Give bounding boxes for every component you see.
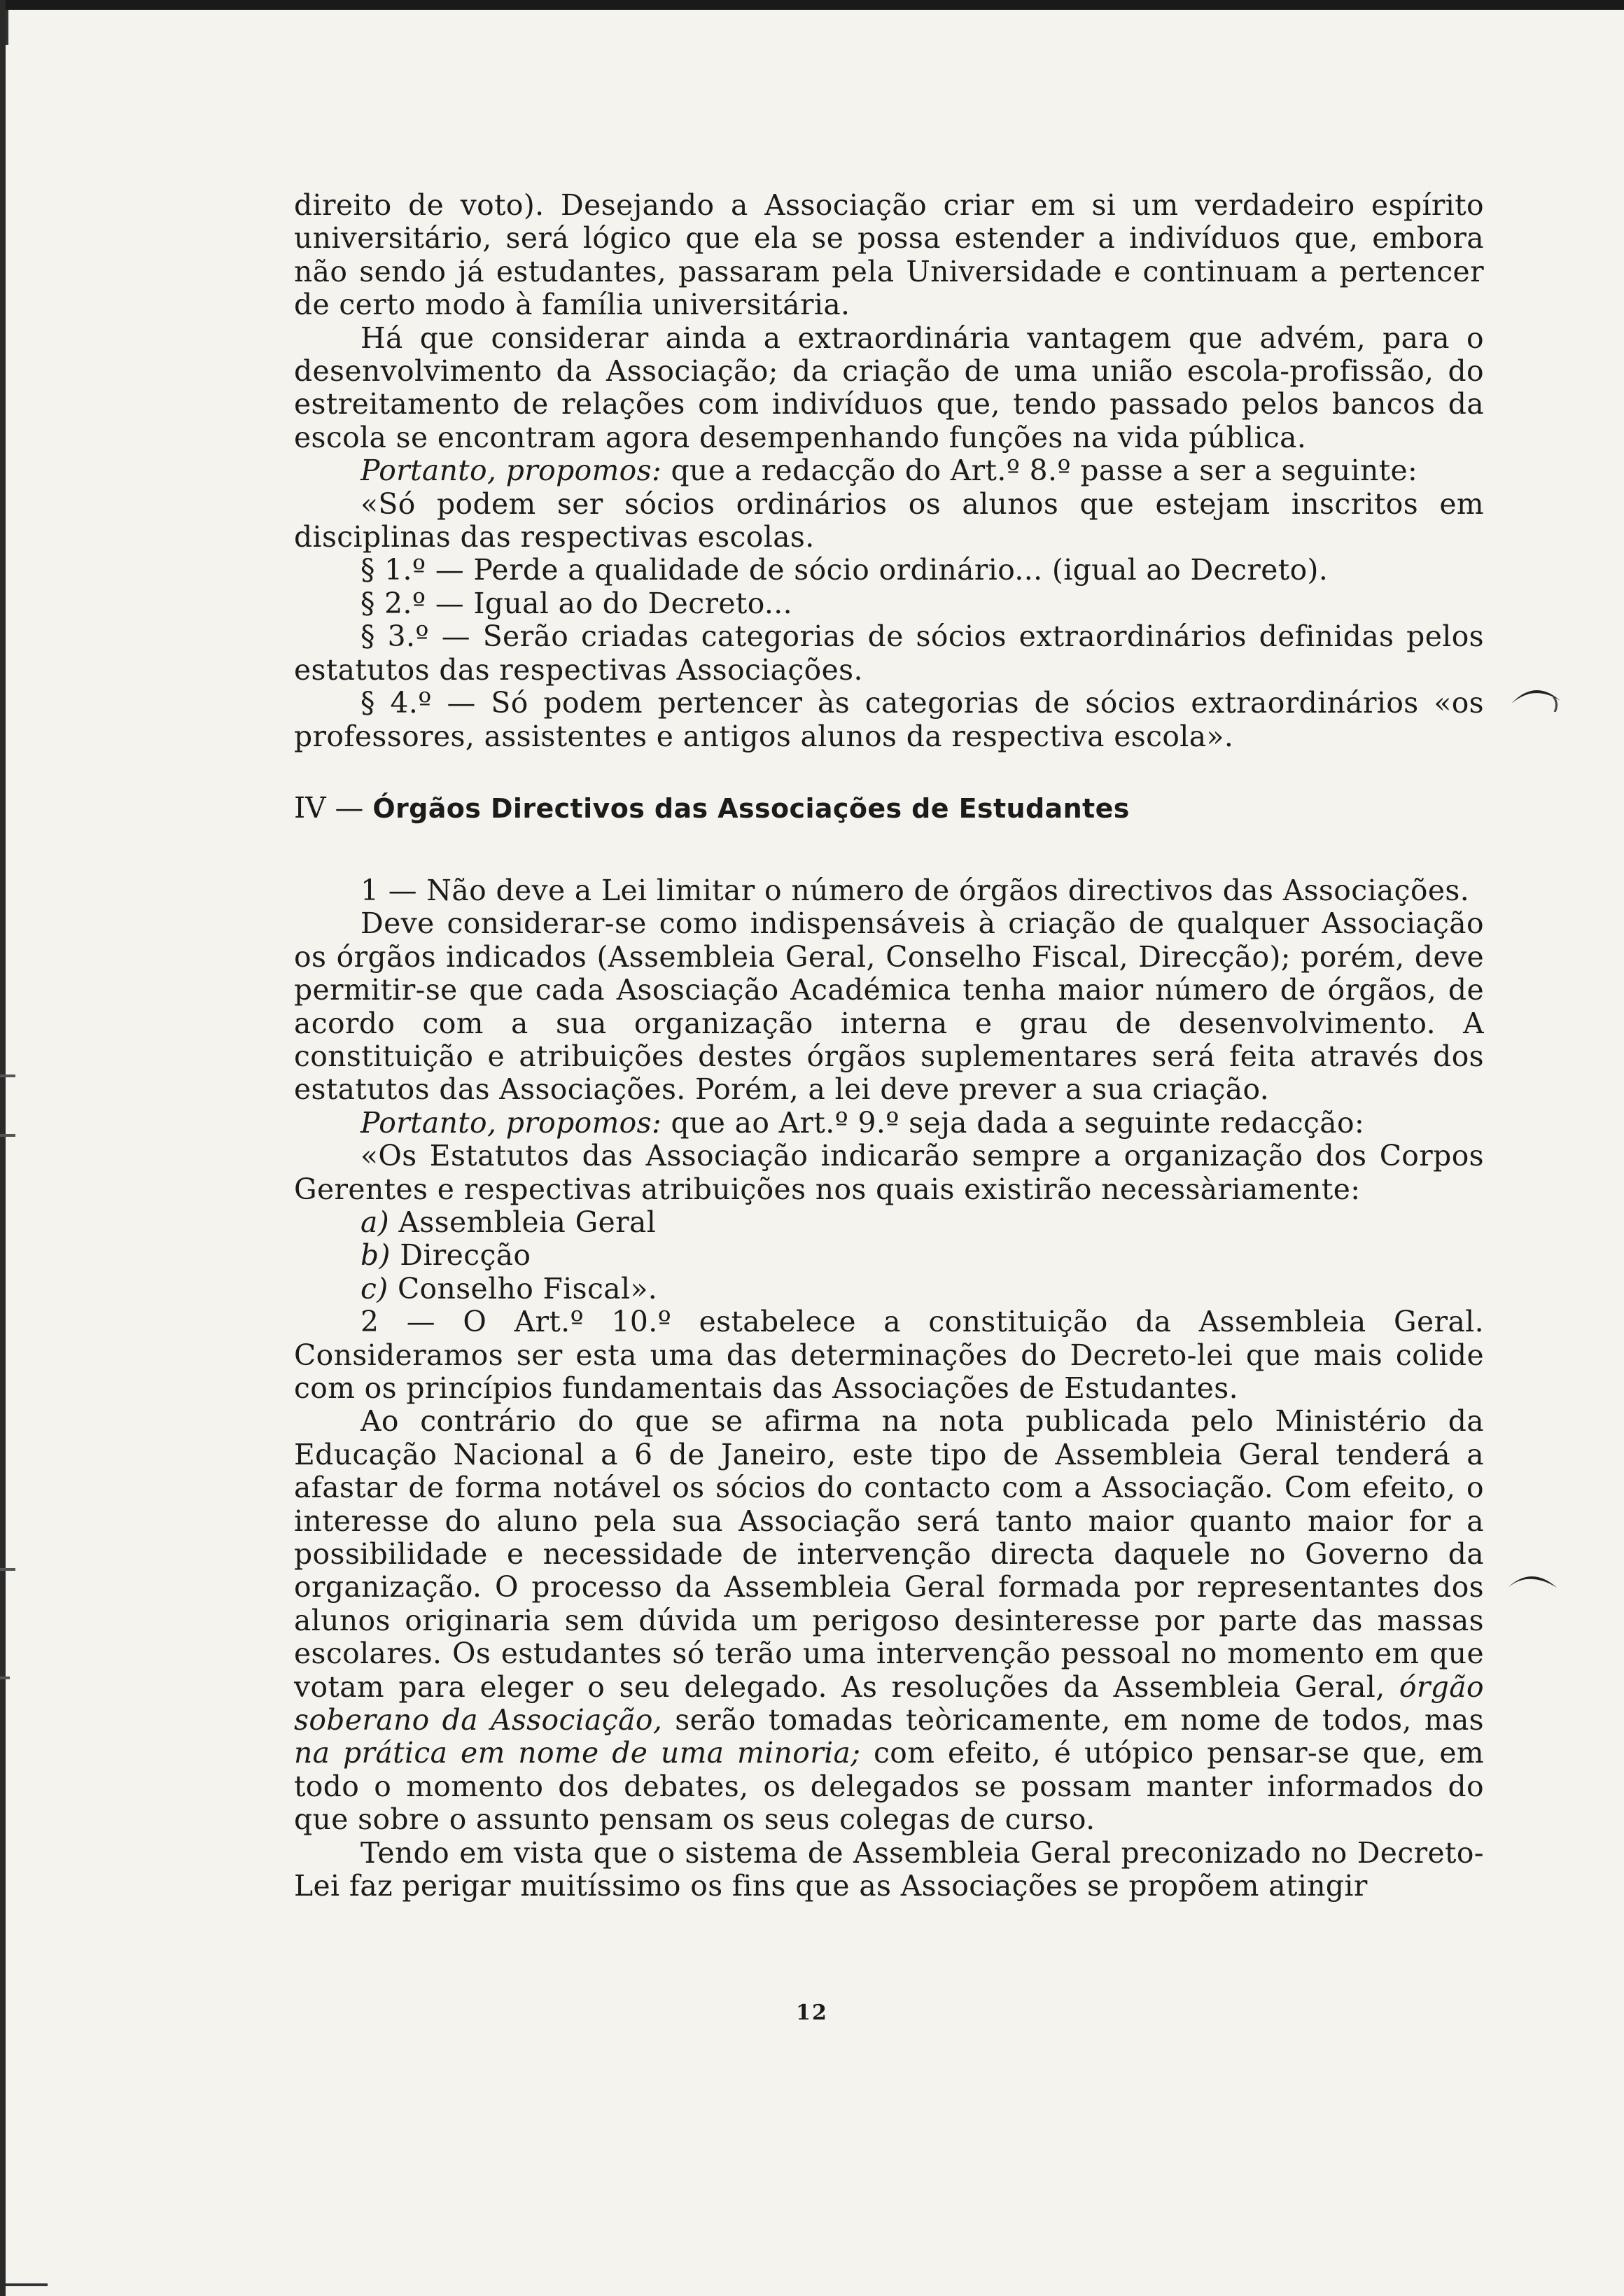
emphasis: órgão soberano da Associação, <box>294 1670 1484 1737</box>
scan-scratch <box>0 1074 15 1077</box>
paragraph: Há que considerar ainda a extraordinária vantagem que advém, para o desenvolvimento da Associação; da criação de uma união escola-profissão, do estreitamento de relações com indivíduos que, tendo passado pelos bancos da escola se encontram agora desempenhando funções na vida pública. <box>294 321 1484 454</box>
page-number: 12 <box>796 2001 828 2025</box>
scan-scratch <box>0 1134 15 1137</box>
proposal-text: que ao Art.º 9.º seja dada a seguinte redacção: <box>662 1105 1365 1140</box>
article-paragraph: § 3.º — Serão criadas categorias de sócios extraordinários definidas pelos estatutos das respectivas Associações. <box>294 620 1484 687</box>
section-title: Órgãos Directivos das Associações de Estudantes <box>372 792 1130 824</box>
list-item <box>294 1239 1484 1272</box>
quoted-article: «Só podem ser sócios ordinários os alunos que estejam inscritos em disciplinas das respectivas escolas. <box>294 486 1484 554</box>
scan-top-border <box>0 0 1624 10</box>
list-text: Conselho Fiscal». <box>388 1271 658 1306</box>
article-paragraph: § 1.º — Perde a qualidade de sócio ordinário... (igual ao Decreto). <box>360 553 1329 587</box>
proposal-paragraph <box>294 1107 1484 1140</box>
article-paragraph: § 4.º — Só podem pertencer às categorias de sócios extraordinários «os professores, assistentes e antigos alunos da respectiva escola». <box>294 686 1484 753</box>
paragraph: 1 — Não deve a Lei limitar o número de órgãos directivos das Associações. <box>360 873 1470 907</box>
list-text: Assembleia Geral <box>389 1205 657 1239</box>
paragraph: direito de voto). Desejando a Associação criar em si um verdadeiro espírito universitário, será lógico que ela se possa estender a indivíduos que, embora não sendo já estudantes, passaram pela Universidade e continuam a pertencer de certo modo à família universitária. <box>294 188 1484 322</box>
scan-corner-mark <box>6 10 18 45</box>
list-marker: b) <box>360 1238 391 1273</box>
proposal-lead: Portanto, propomos: <box>360 454 662 488</box>
scan-bottom-mark <box>6 2271 48 2286</box>
text-run: serão tomadas teòricamente, em nome de todos, mas <box>662 1703 1485 1737</box>
punch-hole-mark <box>1508 682 1563 712</box>
paragraph: 2 — O Art.º 10.º estabelece a constituição da Assembleia Geral. Consideramos ser esta uma das determinações do Decreto-lei que mais colide com os princípios fundamentais das Associações de Estudantes. <box>294 1305 1484 1405</box>
quoted-article: «Os Estatutos das Associação indicarão sempre a organização dos Corpos Gerentes e respectivas atribuições nos quais existirão necessàriamente: <box>294 1139 1484 1206</box>
proposal-text: que a redacção do Art.º 8.º passe a ser a seguinte: <box>662 454 1418 488</box>
document-page <box>294 189 1484 1903</box>
proposal-lead: Portanto, propomos: <box>360 1105 662 1140</box>
list-item <box>294 1206 1484 1239</box>
paragraph <box>294 1405 1484 1836</box>
section-numeral: IV — <box>294 790 373 825</box>
scan-scratch <box>0 1676 10 1679</box>
text-run: Ao contrário do que se afirma na nota publicada pelo Ministério da Educação Nacional a 6 de Janeiro, este tipo de Assembleia Geral tenderá a afastar de forma notável os sócios do contacto com a Associação. Com efeito, o interesse do aluno pela sua Associação será tanto maior quanto maior for a possibilidade e necessidade de intervenção directa daquele no Governo da organização. O processo da Assembleia Geral formada por representantes dos alunos originaria sem dúvida um perigoso desinteresse por parte das massas escolares. Os estudantes só terão uma intervenção pessoal no momento em que votam para eleger o seu delegado. As resoluções da Assembleia Geral, <box>294 1404 1484 1704</box>
proposal-paragraph <box>294 454 1484 487</box>
scan-left-border <box>0 0 6 2296</box>
section-heading <box>294 790 1484 827</box>
scan-scratch <box>0 1568 15 1571</box>
text-run: com efeito, é utópico pensar-se que, em todo o momento dos debates, os delegados se possam manter informados do que sobre o assunto pensam os seus colegas de curso. <box>294 1736 1484 1837</box>
paragraph: Deve considerar-se como indispensáveis à criação de qualquer Associação os órgãos indicados (Assembleia Geral, Conselho Fiscal, Direcção); porém, deve permitir-se que cada Asosciação Académica tenha maior número de órgãos, de acordo com a sua organização interna e grau de desenvolvimento. A constituição e atribuições destes órgãos suplementares será feita através dos estatutos das Associações. Porém, a lei deve prever a sua criação. <box>294 906 1484 1107</box>
list-marker: c) <box>360 1271 388 1306</box>
article-paragraph: § 2.º — Igual ao do Decreto... <box>360 586 793 620</box>
list-marker: a) <box>360 1205 390 1239</box>
list-item <box>294 1273 1484 1306</box>
punch-hole-mark <box>1505 1568 1560 1597</box>
paragraph: Tendo em vista que o sistema de Assembleia Geral preconizado no Decreto-Lei faz perigar muitíssimo os fins que as Associações se propõem atingir <box>294 1835 1484 1903</box>
emphasis: na prática em nome de uma minoria; <box>294 1736 861 1770</box>
list-text: Direcção <box>390 1238 531 1273</box>
